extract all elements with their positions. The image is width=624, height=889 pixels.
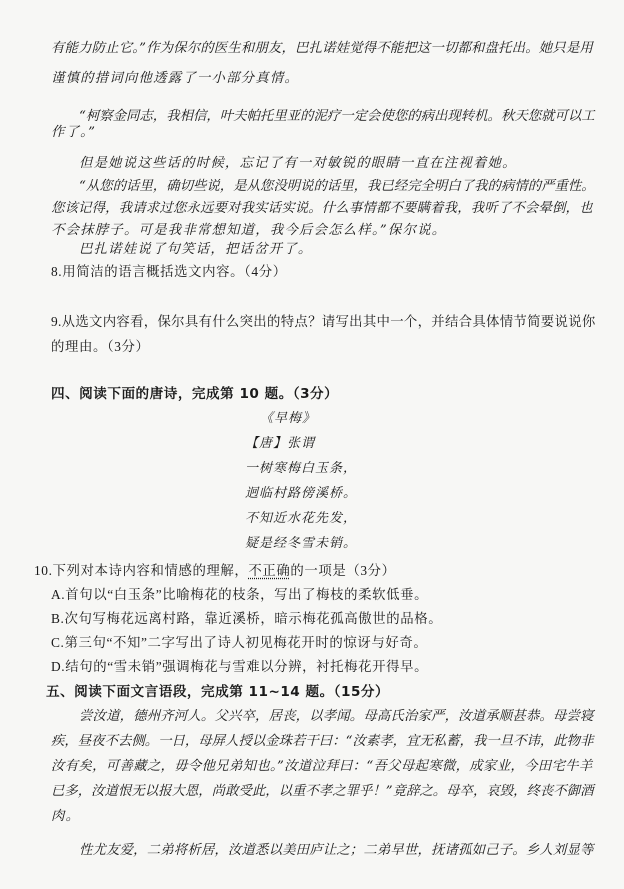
poem-author: 【唐】张谓 [245, 436, 316, 451]
classical-line-2: 疾，昼夜不去侧。一日，母屏人授以金珠若干曰：“汝素孝，宜无私蓄，我一旦不讳，此物非 [51, 734, 594, 749]
poem-line-2: 迥临村路傍溪桥。 [245, 486, 358, 501]
passage-line-4: 作了。” [51, 125, 97, 140]
passage-line-9: 巴扎诺娃说了句笑话，把话岔开了。 [79, 242, 313, 257]
option-a: A.首句以“白玉条”比喻梅花的枝条，写出了梅枝的柔软低垂。 [51, 587, 429, 602]
passage-line-3: “柯察金同志，我相信，叶夫帕托里亚的泥疗一定会使您的病出现转机。秋天您就可以工 [79, 109, 595, 124]
question-10-stem-before: 10.下列对本诗内容和情感的理解， [34, 563, 249, 578]
passage-line-2: 谨慎的措词向他透露了一小部分真情。 [51, 71, 300, 86]
question-8: 8.用简洁的语言概括选文内容。（4分） [51, 264, 287, 279]
classical-line-3: 汝有矣，可善藏之，毋令他兄弟知也。”汝道泣拜曰：“吾父母起寒微，成家业，今田宅牛羊 [51, 759, 593, 774]
passage-line-6: “从您的话里，确切些说，是从您没明说的话里，我已经完全明白了我的病情的严重性。 [79, 179, 595, 194]
section-4-heading: 四、阅读下面的唐诗，完成第 10 题。（3分） [51, 386, 339, 402]
passage-line-5: 但是她说这些话的时候，忘记了有一对敏锐的眼睛一直在注视着她。 [79, 156, 517, 171]
poem-line-1: 一树寒梅白玉条， [245, 461, 358, 476]
option-c: C.第三句“不知”二字写出了诗人初见梅花开时的惊讶与好奇。 [51, 635, 428, 650]
question-9-line-1: 9.从选文内容看，保尔具有什么突出的特点？请写出其中一个，并结合具体情节简要说说你 [51, 314, 596, 329]
question-10-stem-after: 的一项是（3分） [290, 563, 396, 578]
classical-line-6: 性尤友爱，二弟将析居，汝道悉以美田庐让之；二弟早世，抚诸孤如己子。乡人刘显等 [79, 843, 594, 858]
question-9-line-2: 的理由。（3分） [51, 339, 150, 354]
classical-line-5: 肉。 [51, 809, 81, 824]
question-10-stem [34, 562, 396, 580]
section-5-heading: 五、阅读下面文言语段，完成第 11~14 题。（15分） [46, 684, 390, 700]
passage-line-1: 有能力防止它。”作为保尔的医生和朋友，巴扎诺娃觉得不能把这一切都和盘托出。她只是用 [51, 41, 593, 56]
passage-line-7: 您该记得，我请求过您永远要对我实话实说。什么事情都不要瞒着我，我听了不会晕倒，也 [51, 201, 593, 216]
option-b: B.次句写梅花远离村路，靠近溪桥，暗示梅花孤高傲世的品格。 [51, 611, 443, 626]
question-10-stem-emphasis: 不正确 [248, 563, 291, 578]
poem-line-4: 疑是经冬雪未销。 [245, 536, 358, 551]
option-d: D.结句的“雪未销”强调梅花与雪难以分辨，衬托梅花开得早。 [51, 659, 429, 674]
poem-title: 《早梅》 [260, 411, 317, 426]
passage-line-8: 不会抹脖子。可是我非常想知道，我今后会怎么样。”保尔说。 [51, 223, 447, 238]
poem-line-3: 不知近水花先发， [245, 511, 358, 526]
classical-line-1: 尝汝道，德州齐河人。父兴卒，居丧，以孝闻。母高氏治家严，汝道承顺甚恭。母尝寝 [79, 709, 594, 724]
classical-line-4: 已多，汝道恨无以报大恩，尚敢受此，以重不孝之罪乎！”竟辞之。母卒，哀毁，终丧不御酒 [51, 784, 594, 799]
